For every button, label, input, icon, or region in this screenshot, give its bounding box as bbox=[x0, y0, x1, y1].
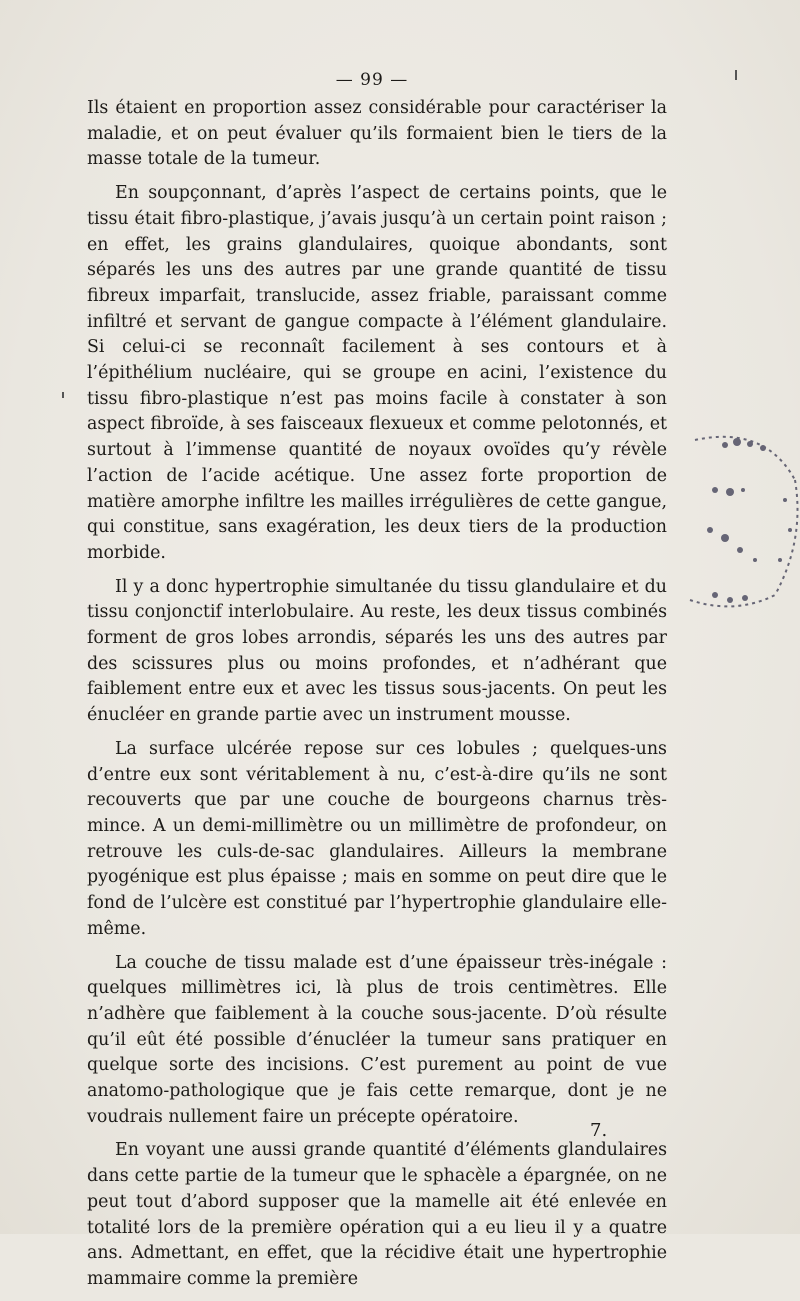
library-stamp-icon bbox=[655, 420, 800, 620]
paragraph-5: La couche de tissu malade est d’une épaisseur très-inégale : quelques millimètres ici, là plus de trois centimètres. Elle n’adhère que faiblement à la couche sous-jacente. D’où résulte qu’il eût été possible d’énucléer la tumeur sans pratiquer en quelque sorte des incisions. C’est purement au point de vue anatomo-pathologique que je fais cette remarque, dont je ne voudrais nullement faire un précepte opératoire. bbox=[87, 952, 667, 1127]
page-number: — 99 — bbox=[335, 70, 409, 90]
paragraph-3: Il y a donc hypertrophie simultanée du tissu glandulaire et du tissu conjonctif interlobulaire. Au reste, les deux tissus combinés forment de gros lobes arrondis, séparés les uns des autres par des scissures plus ou moins profondes, et n’adhérant que faiblement entre eux et avec les tissus sous-jacents. On peut les énucléer en grande partie avec un instrument mousse. bbox=[87, 576, 667, 726]
margin-mark bbox=[735, 70, 737, 80]
paragraph-6: En voyant une aussi grande quantité d’éléments glandulaires dans cette partie de la tumeur que le sphacèle a épargnée, on ne peut tout d’abord supposer que la mamelle ait été enlevée en totalité lors de la première opération qui a eu lieu il y a quatre ans. Admettant, en effet, que la récidive était une hypertrophie mammaire comme la première bbox=[87, 1140, 667, 1289]
paragraph-2: En soupçonnant, d’après l’aspect de certains points, que le tissu était fibro-plastique, j’avais jusqu’à un certain point raison ; en effet, les grains glandulaires, quoique abondants, sont séparés les uns des autres par une grande quantité de tissu fibreux imparfait, translucide, assez friable, paraissant comme infiltré et servant de gangue compacte à l’élément glandulaire. Si celui-ci se reconnaît facilement à ses contours et à l’épithélium nucléaire, qui se groupe en acini, l’existence du tissu fibro-plastique n’est pas moins facile à constater à son aspect fibroïde, à ses faisceaux flexueux et comme pelotonnés, et surtout à l’immense quantité de noyaux ovoïdes qu’y révèle l’action de l’acide acétique. Une assez forte proportion de matière amorphe infiltre les mailles irrégulières de cette gangue, qui constitue, sans exagération, les deux tiers de la production morbide. bbox=[87, 183, 667, 563]
margin-mark bbox=[62, 392, 64, 398]
paragraph-1: Ils étaient en proportion assez considérable pour caractériser la maladie, et on peut évaluer qu’ils formaient bien le tiers de la masse totale de la tumeur. bbox=[87, 98, 667, 170]
body-text bbox=[87, 96, 667, 1301]
paragraph-4: La surface ulcérée repose sur ces lobules ; quelques-uns d’entre eux sont véritablement à nu, c’est-à-dire qu’ils ne sont recouverts que par une couche de bourgeons charnus très-mince. A un demi-millimètre ou un millimètre de profondeur, on retrouve les culs-de-sac glandulaires. Ailleurs la membrane pyogénique est plus épaisse ; mais en somme on peut dire que le fond de l’ulcère est constitué par l’hypertrophie glandulaire elle-même. bbox=[87, 738, 667, 939]
signature-mark: 7. bbox=[590, 1120, 608, 1141]
